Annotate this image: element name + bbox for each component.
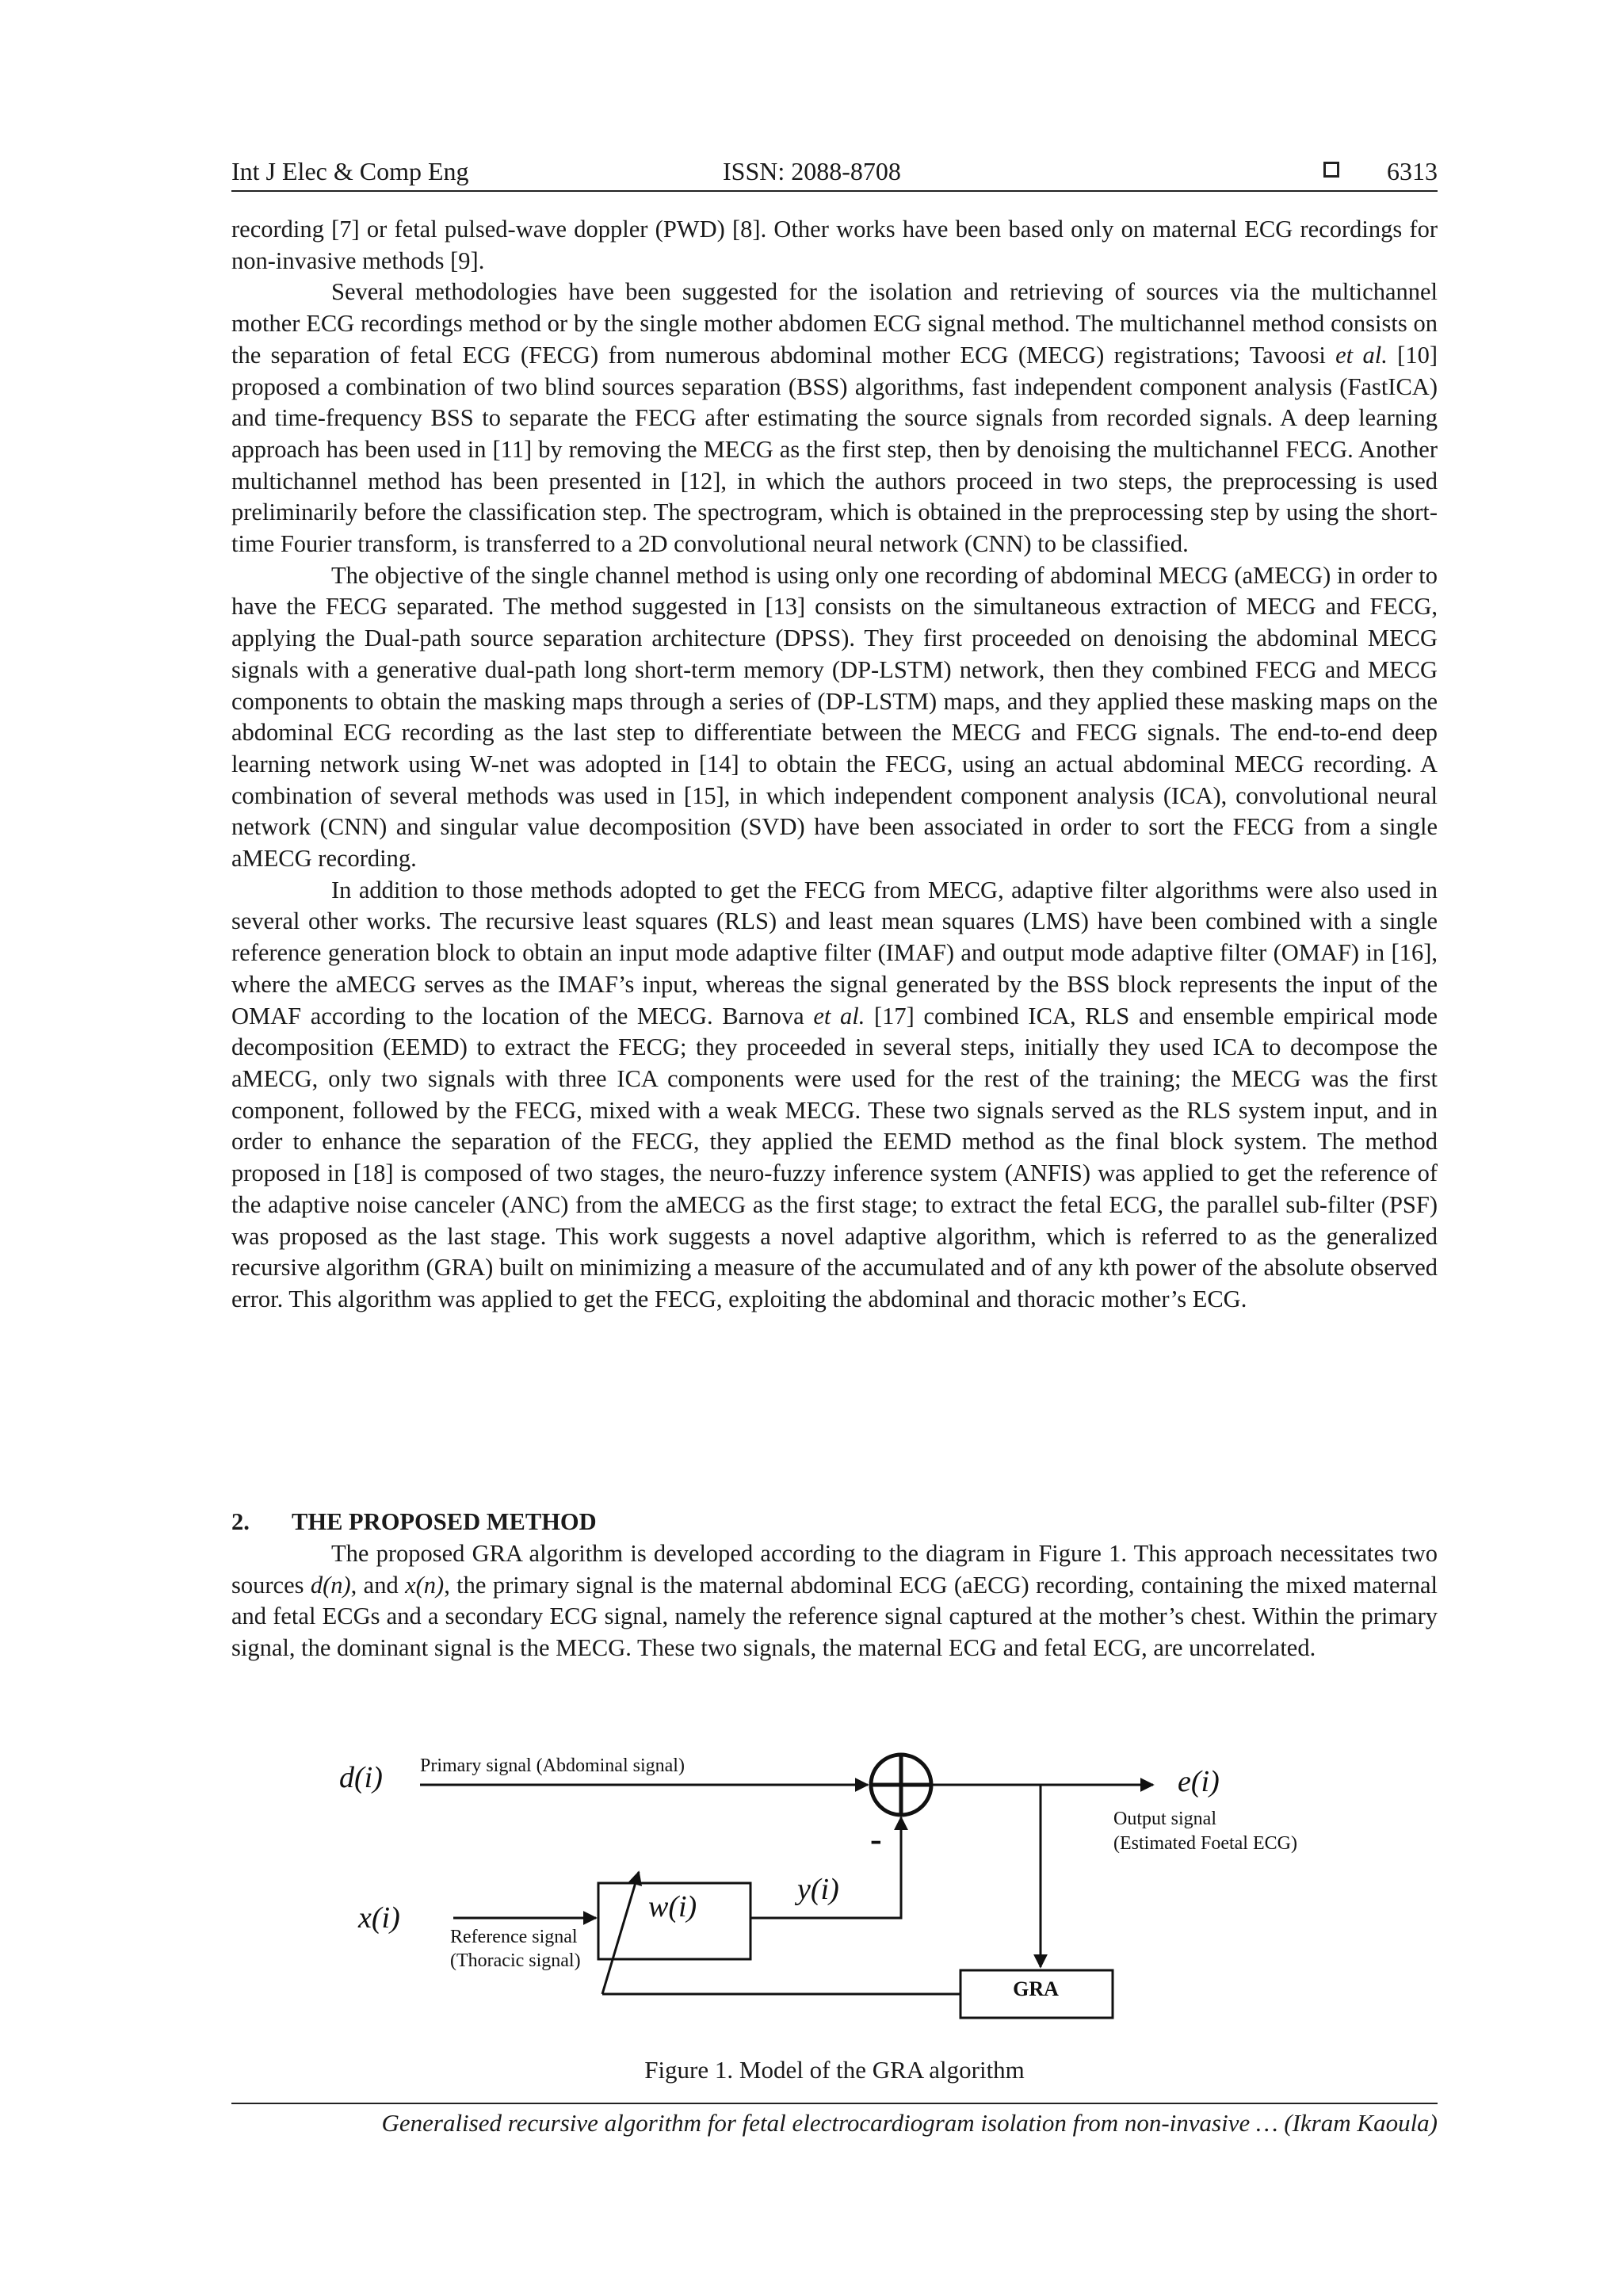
paragraph-2-part-a: Several methodologies have been suggested for the isolation and retrieving of sources via the multichannel mother ECG recordings method or by the single mother abdomen ECG signal method. The multichannel method consists on the separation of fetal ECG (FECG) from numerous abdominal mother ECG (MECG) registrations; Tavoosi [231, 278, 1438, 369]
symbol-dn: d(n) [310, 1571, 351, 1599]
minus-sign: - [870, 1820, 882, 1859]
paragraph-3: The objective of the single channel method is using only one recording of abdominal MECG (aMECG) in order to have the FECG separated. The method suggested in [13] consists on the simultaneous extraction of MECG and FECG, applying the Dual-path source separation architecture (DPSS). They first proceeded on denoising the abdominal MECG signals with a generative dual-path long short-term memory (DP-LSTM) network, then they combined FECG and MECG components to obtain the masking maps through a series of (DP-LSTM) maps, and they applied these masking maps on the abdominal ECG recording as the last step to differentiate between the MECG and FECG signals. The end-to-end deep learning network using W-net was adopted in [14] to obtain the FECG, using an actual abdominal MECG recording. A combination of several methods was used in [15], in which independent component analysis (ICA), convolutional neural network (CNN) and singular value decomposition (SVD) have been associated in order to sort the FECG from a single aMECG recording. [231, 561, 1438, 873]
weight-update-arrow [602, 1872, 639, 1994]
paragraph-2-part-b: [10] proposed a combination of two blind sources separation (BSS) algorithms, fast independent component analysis (FastICA) and time-frequency BSS to separate the FECG after estimating the source signals from recorded signals. A deep learning approach has been used in [11] by removing the MECG as the first step, then by denoising the multichannel FECG. Another multichannel method has been presented in [12], in which the authors proceed in two steps, the preprocessing is used preliminarily before the classification step. The spectrogram, which is obtained in the preprocessing step by using the short-time Fourier transform, is transferred to a 2D convolutional neural network (CNN) to be classified. [231, 341, 1438, 558]
reference-signal-label: Reference signal [450, 1927, 578, 1947]
w-label: w(i) [648, 1890, 697, 1924]
y-label: y(i) [797, 1873, 839, 1906]
journal-name: Int J Elec & Comp Eng [231, 157, 469, 185]
output-signal-label: Output signal [1113, 1809, 1216, 1829]
e-label: e(i) [1178, 1765, 1220, 1798]
page-number: 6313 [1387, 157, 1438, 185]
issn: ISSN: 2088-8708 [723, 157, 901, 185]
running-title: Generalised recursive algorithm for fetal electrocardiogram isolation from non-invasive … (Ikram Kaoula) [381, 2109, 1438, 2137]
page-footer [231, 2103, 1438, 2137]
et-al: et al. [1335, 341, 1388, 369]
section-title: THE PROPOSED METHOD [292, 1508, 597, 1535]
section-paragraph-part-b: , the primary signal is the maternal abdominal ECG (aECG) recording, containing the mixed maternal and fetal ECGs and a secondary ECG signal, namely the reference signal captured at the mother’s chest. Within the primary signal, the dominant signal is the MECG. These two signals, the maternal ECG and fetal ECG, are uncorrelated. [231, 1571, 1438, 1662]
section-paragraph-part-a: The proposed GRA algorithm is developed according to the diagram in Figure 1. This approach necessitates two sources [231, 1540, 1438, 1599]
paragraph-4-part-a: In addition to those methods adopted to get the FECG from MECG, adaptive filter algorithms were also used in several other works. The recursive least squares (RLS) and least mean squares (LMS) have been combined with a single reference generation block to obtain an input mode adaptive filter (IMAF) and output mode adaptive filter (OMAF) in [16], where the aMECG serves as the IMAF’s input, whereas the signal generated by the BSS block represents the input of the OMAF according to the location of the MECG. Barnova [231, 876, 1438, 1030]
section-paragraph-and: , and [350, 1571, 406, 1599]
estimated-foetal-ecg-label: (Estimated Foetal ECG) [1113, 1833, 1297, 1854]
paragraph-1: recording [7] or fetal pulsed-wave doppler (PWD) [8]. Other works have been based only on maternal ECG recordings for non-invasive methods [9]. [231, 216, 1438, 274]
x-label: x(i) [358, 1901, 400, 1935]
paragraph-4-part-b: [17] combined ICA, RLS and ensemble empirical mode decomposition (EEMD) to extract the FECG; they proceeded in several steps, initially they used ICA to decompose the aMECG, only two signals with three ICA components were used for the rest of the training; the MECG was the first component, followed by the FECG, mixed with a weak MECG. These two signals served as the RLS system input, and in order to enhance the separation of the FECG, they applied the EEMD method as the final block system. The method proposed in [18] is composed of two stages, the neuro-fuzzy inference system (ANFIS) was applied to get the reference of the adaptive noise canceler (ANC) from the aMECG as the first stage; to extract the fetal ECG, the parallel sub-filter (PSF) was proposed as the last stage. This work suggests a novel adaptive algorithm, which is referred to as the generalized recursive algorithm (GRA) built on minimizing a measure of the accumulated and of any kth power of the absolute observed error. This algorithm was applied to get the FECG, exploiting the abdominal and thoracic mother’s ECG. [231, 1002, 1438, 1312]
et-al: et al. [813, 1002, 865, 1030]
summing-junction [871, 1755, 931, 1815]
thoracic-signal-label: (Thoracic signal) [450, 1950, 581, 1971]
primary-signal-label: Primary signal (Abdominal signal) [420, 1755, 685, 1776]
gra-label: GRA [1013, 1977, 1059, 2000]
symbol-xn: x(n) [405, 1571, 445, 1599]
d-label: d(i) [339, 1761, 383, 1794]
section-number: 2. [231, 1508, 250, 1535]
figure-caption: Figure 1. Model of the GRA algorithm [644, 2056, 1025, 2084]
